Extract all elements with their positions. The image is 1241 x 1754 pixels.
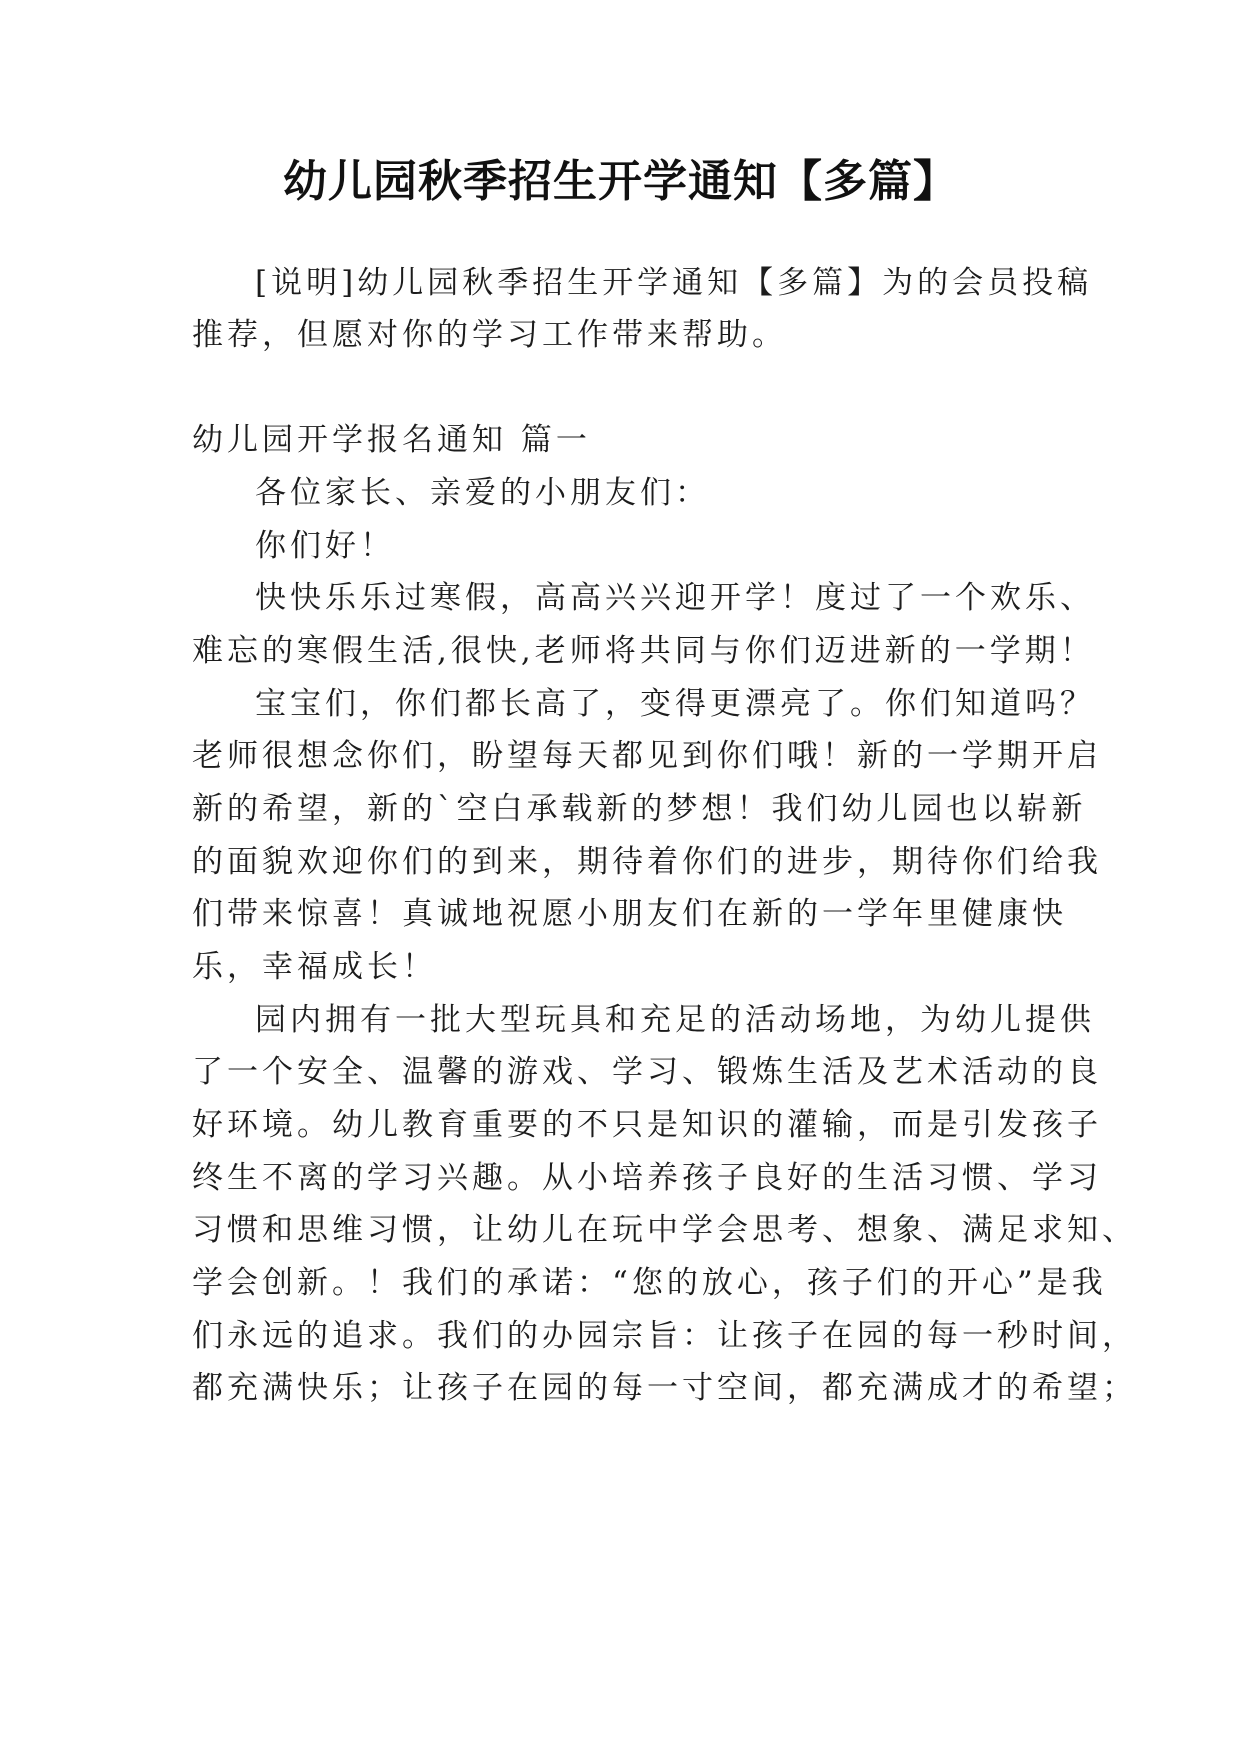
paragraph-1-line-1: 快快乐乐过寒假，高高兴兴迎开学！度过了一个欢乐、 (255, 580, 1095, 616)
intro-line-2: 推荐，但愿对你的学习工作带来帮助。 (192, 317, 787, 353)
paragraph-3-line-6: 学会创新。！我们的承诺：“您的放心，孩子们的开心”是我 (192, 1265, 1107, 1301)
paragraph-2-line-1: 宝宝们，你们都长高了，变得更漂亮了。你们知道吗？ (255, 686, 1095, 722)
paragraph-3-line-5: 习惯和思维习惯，让幼儿在玩中学会思考、想象、满足求知、 (192, 1212, 1137, 1248)
paragraph-3-line-2: 了一个安全、温馨的游戏、学习、锻炼生活及艺术活动的良 (192, 1054, 1102, 1090)
paragraph-3-line-8: 都充满快乐；让孩子在园的每一寸空间，都充满成才的希望； (192, 1370, 1137, 1406)
paragraph-3-line-4: 终生不离的学习兴趣。从小培养孩子良好的生活习惯、学习 (192, 1160, 1102, 1196)
intro-line-1: [说明]幼儿园秋季招生开学通知【多篇】为的会员投稿 (255, 265, 1093, 301)
paragraph-2-line-3: 新的希望，新的`空白承载新的梦想！我们幼儿园也以崭新 (192, 791, 1087, 827)
paragraph-2-line-2: 老师很想念你们，盼望每天都见到你们哦！新的一学期开启 (192, 738, 1102, 774)
section-heading: 幼儿园开学报名通知 篇一 (192, 422, 591, 458)
paragraph-3-line-7: 们永远的追求。我们的办园宗旨：让孩子在园的每一秒时间， (192, 1318, 1137, 1354)
paragraph-2-line-4: 的面貌欢迎你们的到来，期待着你们的进步，期待你们给我 (192, 844, 1102, 880)
paragraph-2-line-6: 乐，幸福成长！ (192, 949, 437, 985)
greeting-line: 你们好！ (255, 528, 395, 564)
paragraph-3-line-3: 好环境。幼儿教育重要的不只是知识的灌输，而是引发孩子 (192, 1107, 1102, 1143)
paragraph-2-line-5: 们带来惊喜！真诚地祝愿小朋友们在新的一学年里健康快 (192, 896, 1067, 932)
paragraph-3-line-1: 园内拥有一批大型玩具和充足的活动场地，为幼儿提供 (255, 1002, 1095, 1038)
salutation-line: 各位家长、亲爱的小朋友们： (255, 475, 710, 511)
document-title: 幼儿园秋季招生开学通知【多篇】 (283, 156, 958, 207)
paragraph-1-line-2: 难忘的寒假生活,很快,老师将共同与你们迈进新的一学期！ (192, 633, 1095, 669)
